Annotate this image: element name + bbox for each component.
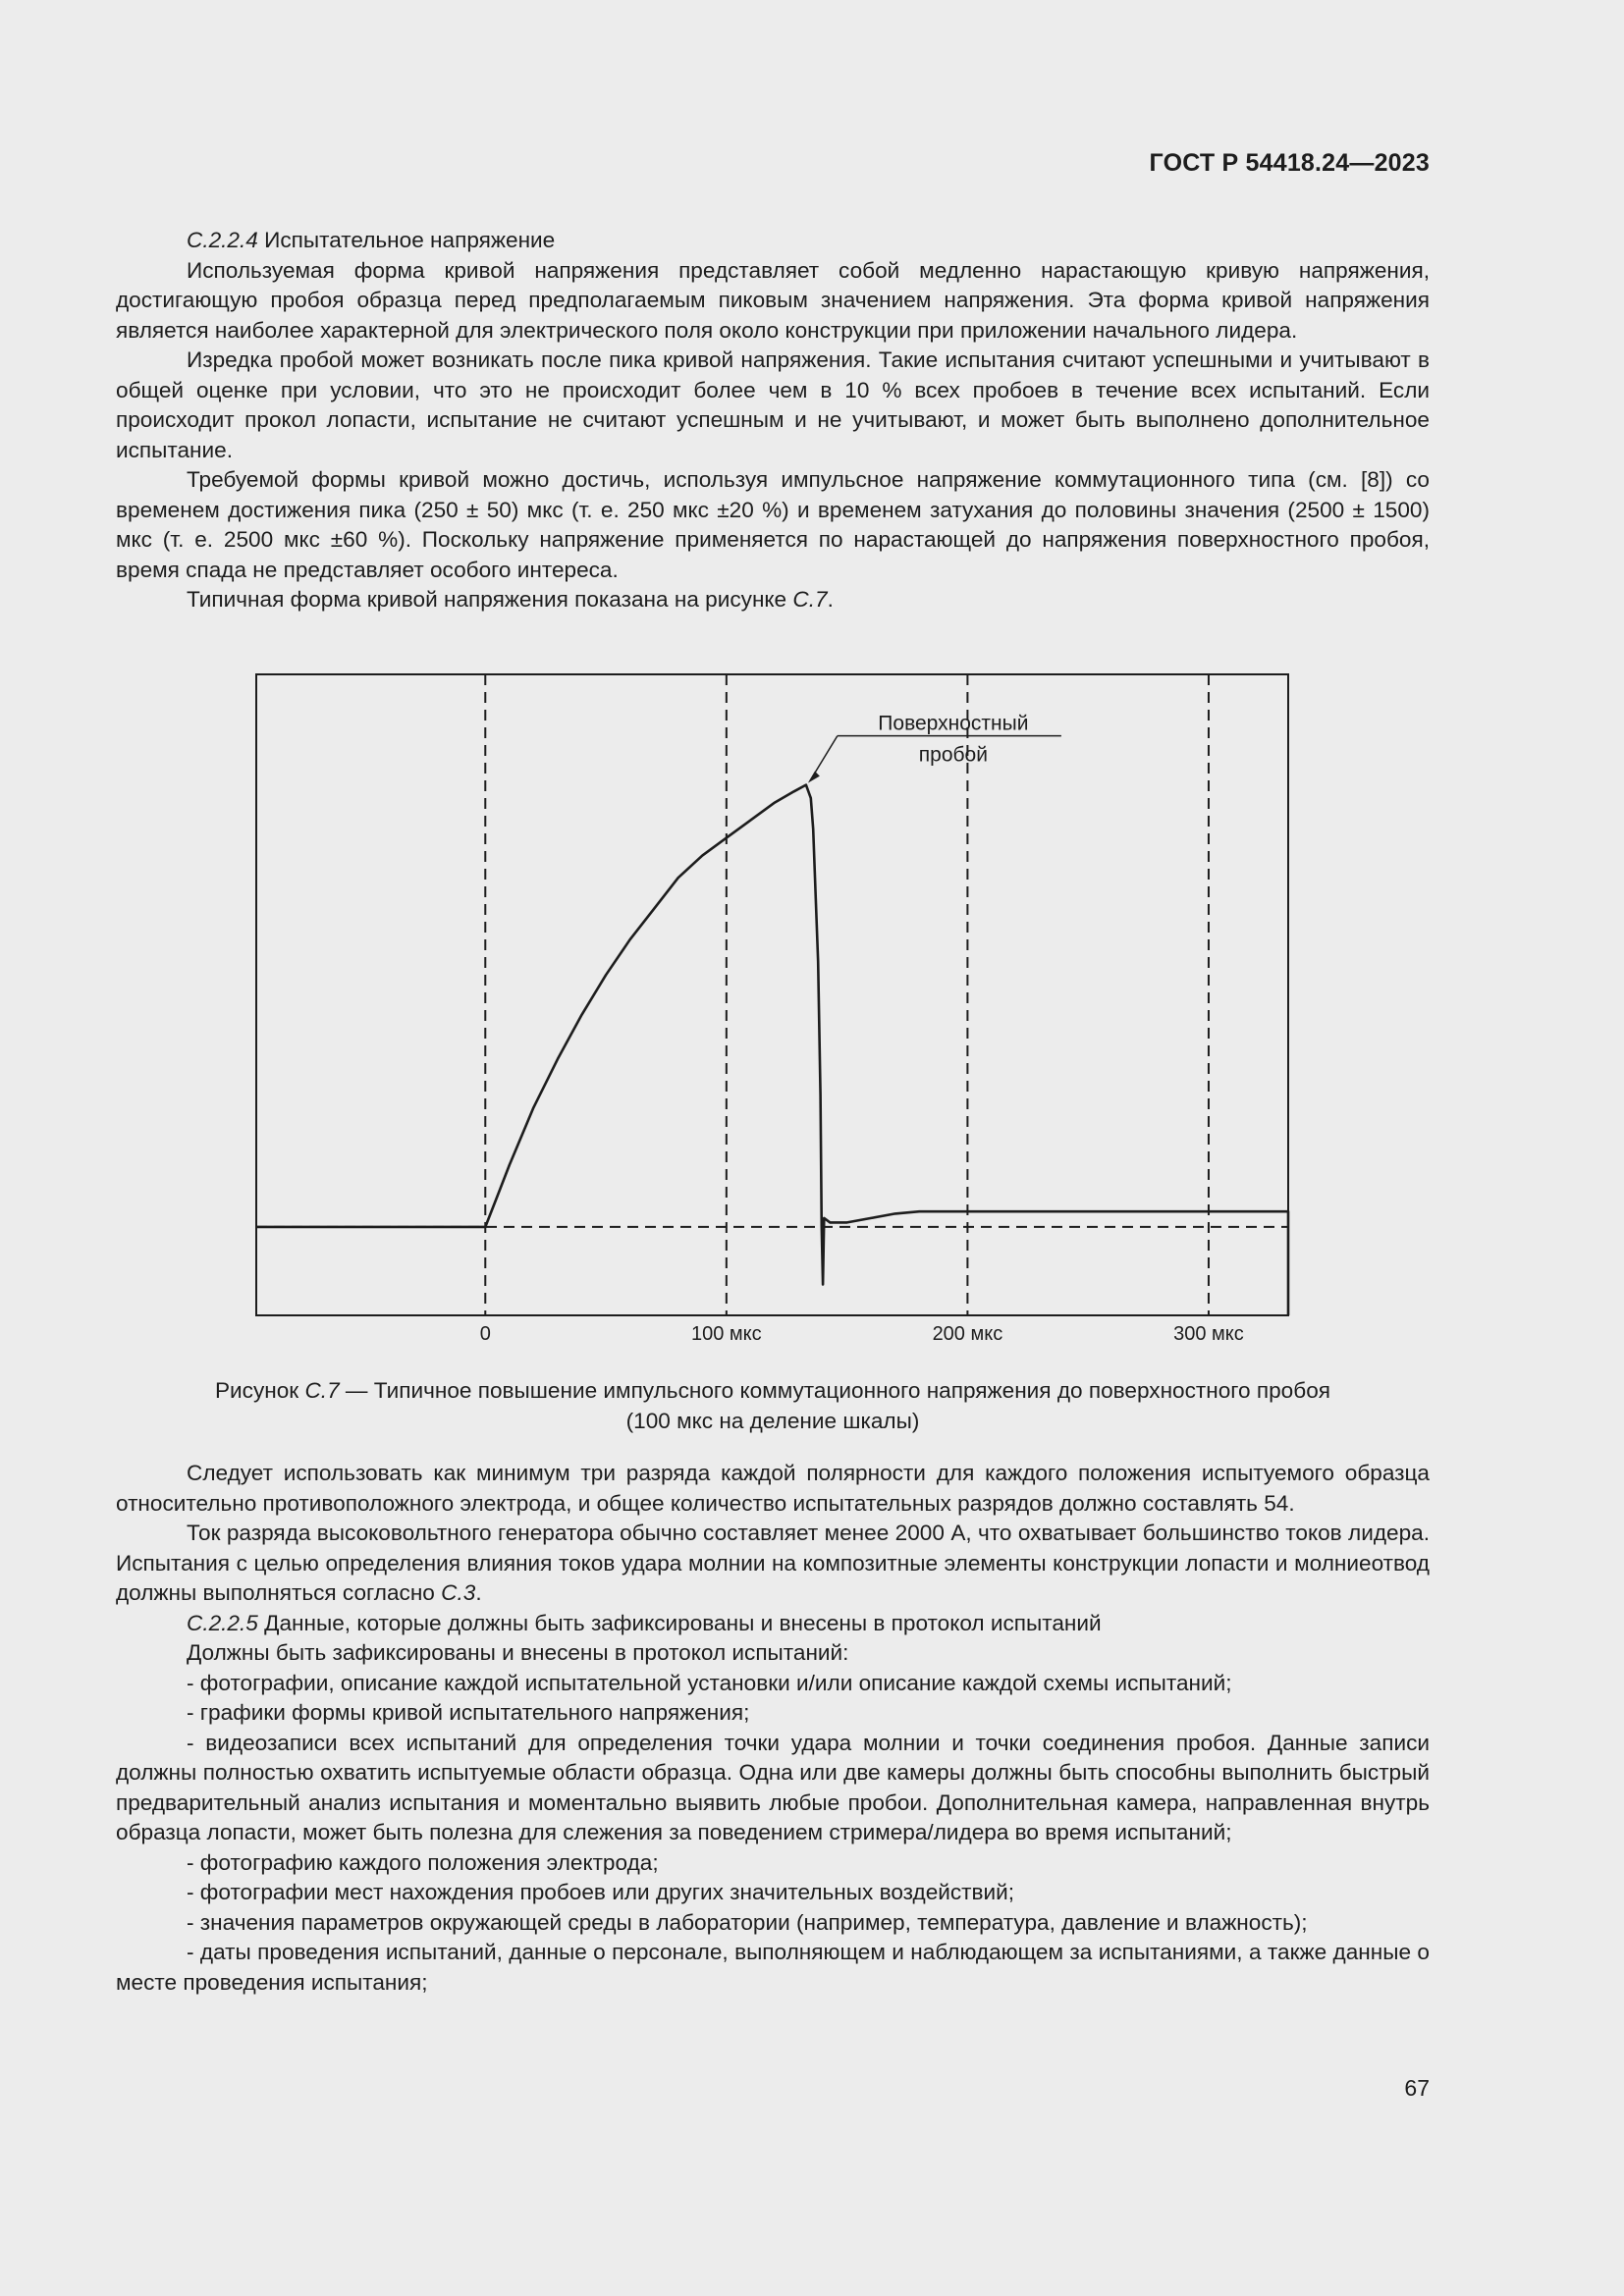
list-intro: Должны быть зафиксированы и внесены в протокол испытаний:: [187, 1640, 849, 1665]
paragraph: Используемая форма кривой напряжения представляет собой медленно нарастающую кривую напряжения, достигающую пробоя образца перед предполагаемым пиковым значением напряжения. Эта форма кривой напряжения является наиболее характерной для электрического поля около конструкции при приложении начального лидера.: [116, 257, 1430, 343]
chart-frame: [256, 674, 1288, 1315]
voltage-waveform-chart: [253, 671, 1294, 1345]
x-tick-label: 100 мкс: [691, 1323, 762, 1345]
paragraph: Изредка пробой может возникать после пика кривой напряжения. Такие испытания считают успешными и учитывают в общей оценке при условии, что это не происходит более чем в 10 % всех пробоев в течение всех испытаний. Если происходит прокол лопасти, испытание не считают успешным и не учитывают, и может быть выполнено дополнительное испытание.: [116, 347, 1430, 462]
list-item: - фотографию каждого положения электрода;: [187, 1849, 659, 1875]
section-c224: [116, 226, 1430, 615]
caption-prefix: Рисунок: [214, 1378, 305, 1403]
paragraph-text: .: [827, 587, 834, 612]
paragraph-text: Ток разряда высоковольтного генератора обычно составляет менее 2000 А, что охватывает большинство токов лидера. Испытания с целью определения влияния токов удара молнии на композитные элементы конструкции лопасти и молниеотвод должны выполняться согласно: [116, 1521, 1430, 1605]
section-number: С.2.2.4: [187, 228, 258, 252]
figure-caption: [116, 1376, 1430, 1436]
caption-line-1: [116, 1376, 1430, 1407]
caption-line-2: (100 мкс на деление шкалы): [625, 1408, 920, 1433]
paragraph-text: Типичная форма кривой напряжения показана на рисунке: [187, 587, 793, 612]
list-item: - значения параметров окружающей среды в лаборатории (например, температура, давление и влажность);: [187, 1909, 1308, 1935]
voltage-curve: [256, 785, 1288, 1315]
page-number: 67: [1404, 2075, 1430, 2101]
paragraph-text: .: [475, 1580, 482, 1605]
list-item: - даты проведения испытаний, данные о персонале, выполняющем и наблюдающем за испытаниями, а также данные о месте проведения испытания;: [116, 1940, 1430, 1995]
paragraph: [116, 1519, 1430, 1609]
list-item: - графики формы кривой испытательного напряжения;: [187, 1700, 750, 1725]
list-item: - видеозаписи всех испытаний для определения точки удара молнии и точки соединения пробоя. Данные записи должны полностью охватить испытуемые области образца. Одна или две камеры должны быть способны выполнить быстрый предварительный анализ испытания и моментально выявить любые пробои. Дополнительная камера, направленная внутрь образца лопасти, может быть полезна для слежения за поведением стримера/лидера во время испытаний;: [116, 1730, 1430, 1844]
x-tick-label: 300 мкс: [1173, 1323, 1244, 1345]
section-c225: [116, 1459, 1430, 1998]
paragraph: Требуемой формы кривой можно достичь, используя импульсное напряжение коммутационного типа (см. [8]) со временем достижения пика (250 ± 50) мкс (т. е. 250 мкс ±20 %) и временем затухания до половины значения (2500 ± 1500) мкс (т. е. 2500 мкс ±60 %). Поскольку напряжение применяется по нарастающей до напряжения поверхностного пробоя, время спада не представляет особого интереса.: [116, 467, 1430, 582]
section-heading: [116, 1609, 1430, 1639]
annotation-label: пробой: [918, 743, 988, 767]
standard-header: ГОСТ Р 54418.24—2023: [1149, 149, 1430, 177]
breakdown-annotation: [808, 713, 1061, 783]
section-reference: С.3: [441, 1580, 476, 1605]
chart-grid: [256, 674, 1288, 1315]
caption-ref: С.7: [304, 1378, 340, 1403]
section-title: Данные, которые должны быть зафиксированы и внесены в протокол испытаний: [257, 1610, 1102, 1635]
list-item: - фотографии, описание каждой испытательной установки и/или описание каждой схемы испытаний;: [187, 1670, 1232, 1695]
annotation-label: Поверхностный: [878, 712, 1029, 735]
x-tick-label: 0: [479, 1323, 491, 1345]
x-tick-label: 200 мкс: [932, 1323, 1003, 1345]
section-number: С.2.2.5: [187, 1610, 258, 1635]
section-title: Испытательное напряжение: [257, 228, 556, 252]
caption-text: — Типичное повышение импульсного коммутационного напряжения до поверхностного пробоя: [339, 1378, 1330, 1403]
x-tick-labels: [480, 1323, 1244, 1345]
annotation-arrowhead: [808, 772, 820, 783]
paragraph: Следует использовать как минимум три разряда каждой полярности для каждого положения испытуемого образца относительно противоположного электрода, и общее количество испытательных разрядов должно составлять 54.: [116, 1461, 1430, 1516]
section-heading: [116, 226, 1430, 256]
figure-reference: С.7: [792, 587, 828, 612]
paragraph: [116, 585, 1430, 615]
list-item: - фотографии мест нахождения пробоев или других значительных воздействий;: [187, 1880, 1015, 1904]
